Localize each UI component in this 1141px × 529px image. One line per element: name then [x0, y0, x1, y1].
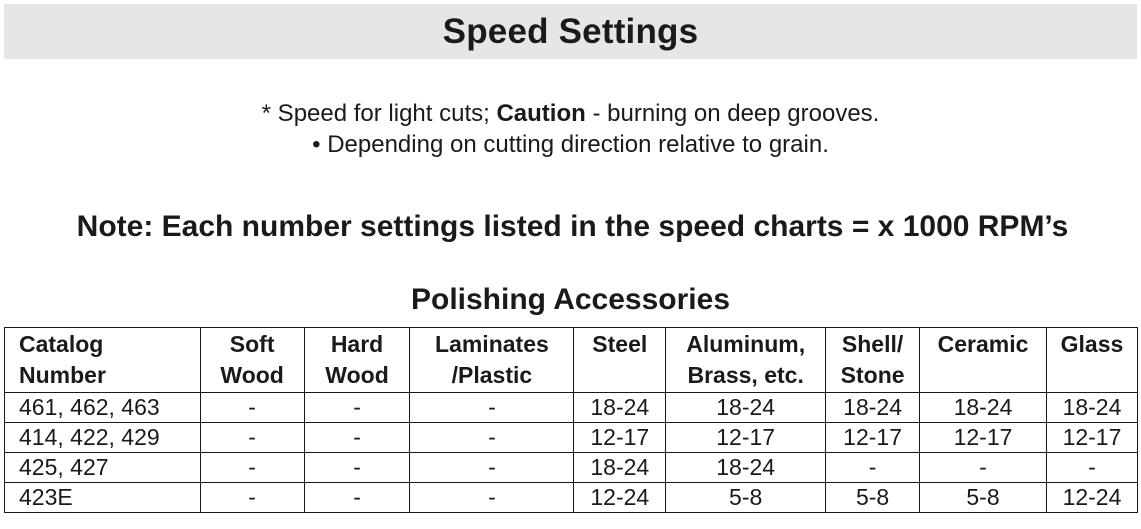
- title-bar: [4, 4, 1137, 59]
- header-line: Hard: [330, 331, 384, 357]
- note-grain: • Depending on cutting direction relative to grain.: [312, 131, 829, 158]
- table-row: [5, 423, 1138, 453]
- header-steel: [574, 328, 666, 393]
- table-cell: -: [826, 453, 920, 483]
- page-title: Speed Settings: [442, 11, 699, 51]
- table-cell: 18-24: [574, 453, 666, 483]
- table-cell: -: [200, 423, 304, 453]
- table-cell: -: [200, 453, 304, 483]
- table-header-row: [5, 328, 1138, 393]
- table-cell: 18-24: [826, 393, 920, 423]
- table-cell: -: [410, 423, 574, 453]
- table-cell: 425, 427: [5, 453, 201, 483]
- header-laminates-plastic: [410, 328, 574, 393]
- table-row: [5, 483, 1138, 513]
- section-title: Polishing Accessories: [410, 283, 730, 316]
- table-cell: 461, 462, 463: [5, 393, 201, 423]
- table-cell: 5-8: [920, 483, 1047, 513]
- note-caution: [0, 98, 1141, 129]
- table-cell: -: [304, 423, 410, 453]
- table-cell: -: [920, 453, 1047, 483]
- header-line: Number: [19, 362, 106, 388]
- header-line: Shell/: [841, 331, 904, 357]
- header-line: Catalog: [19, 331, 104, 357]
- header-line: Wood: [325, 362, 389, 388]
- table-cell: 414, 422, 429: [5, 423, 201, 453]
- rpm-note: Note: Each number settings listed in the speed charts = x 1000 RPM’s: [76, 210, 1069, 243]
- header-line: Soft: [229, 331, 275, 357]
- table-cell: -: [200, 393, 304, 423]
- header-soft-wood: [200, 328, 304, 393]
- table-cell: -: [410, 393, 574, 423]
- header-line: Stone: [840, 362, 905, 388]
- table-cell: 18-24: [920, 393, 1047, 423]
- table-cell: 12-17: [1046, 423, 1137, 453]
- table-cell: 12-17: [826, 423, 920, 453]
- speed-table: [4, 327, 1138, 513]
- table-cell: -: [410, 453, 574, 483]
- table-cell: 18-24: [1046, 393, 1137, 423]
- table-cell: 12-17: [920, 423, 1047, 453]
- note-caution-bold: Caution: [496, 100, 586, 127]
- header-ceramic: [920, 328, 1047, 393]
- table-cell: 423E: [5, 483, 201, 513]
- table-cell: -: [410, 483, 574, 513]
- notes: [0, 98, 1141, 160]
- header-line: Glass: [1060, 331, 1124, 357]
- header-hard-wood: [304, 328, 410, 393]
- table-cell: 18-24: [574, 393, 666, 423]
- header-glass: [1046, 328, 1137, 393]
- table-cell: 12-24: [1046, 483, 1137, 513]
- header-line: Laminates: [435, 331, 549, 357]
- table-cell: -: [304, 453, 410, 483]
- header-line: Steel: [592, 331, 648, 357]
- table-cell: -: [200, 483, 304, 513]
- table-row: [5, 453, 1138, 483]
- header-line: Ceramic: [937, 331, 1029, 357]
- header-aluminum-brass: [666, 328, 826, 393]
- header-line: /Plastic: [451, 362, 533, 388]
- table-cell: 18-24: [666, 393, 826, 423]
- note-caution-suffix: - burning on deep grooves.: [585, 100, 880, 127]
- table-cell: 5-8: [666, 483, 826, 513]
- header-line: Wood: [220, 362, 284, 388]
- table-row: [5, 393, 1138, 423]
- table-cell: -: [1046, 453, 1137, 483]
- header-line: Brass, etc.: [687, 362, 804, 388]
- table-cell: 12-24: [574, 483, 666, 513]
- header-line: Aluminum,: [686, 331, 806, 357]
- table-cell: 12-17: [666, 423, 826, 453]
- header-shell-stone: [826, 328, 920, 393]
- table-cell: -: [304, 393, 410, 423]
- header-catalog-number: [5, 328, 201, 393]
- note-caution-prefix: * Speed for light cuts;: [261, 100, 497, 127]
- table-cell: -: [304, 483, 410, 513]
- table-cell: 5-8: [826, 483, 920, 513]
- table-cell: 12-17: [574, 423, 666, 453]
- table-cell: 18-24: [666, 453, 826, 483]
